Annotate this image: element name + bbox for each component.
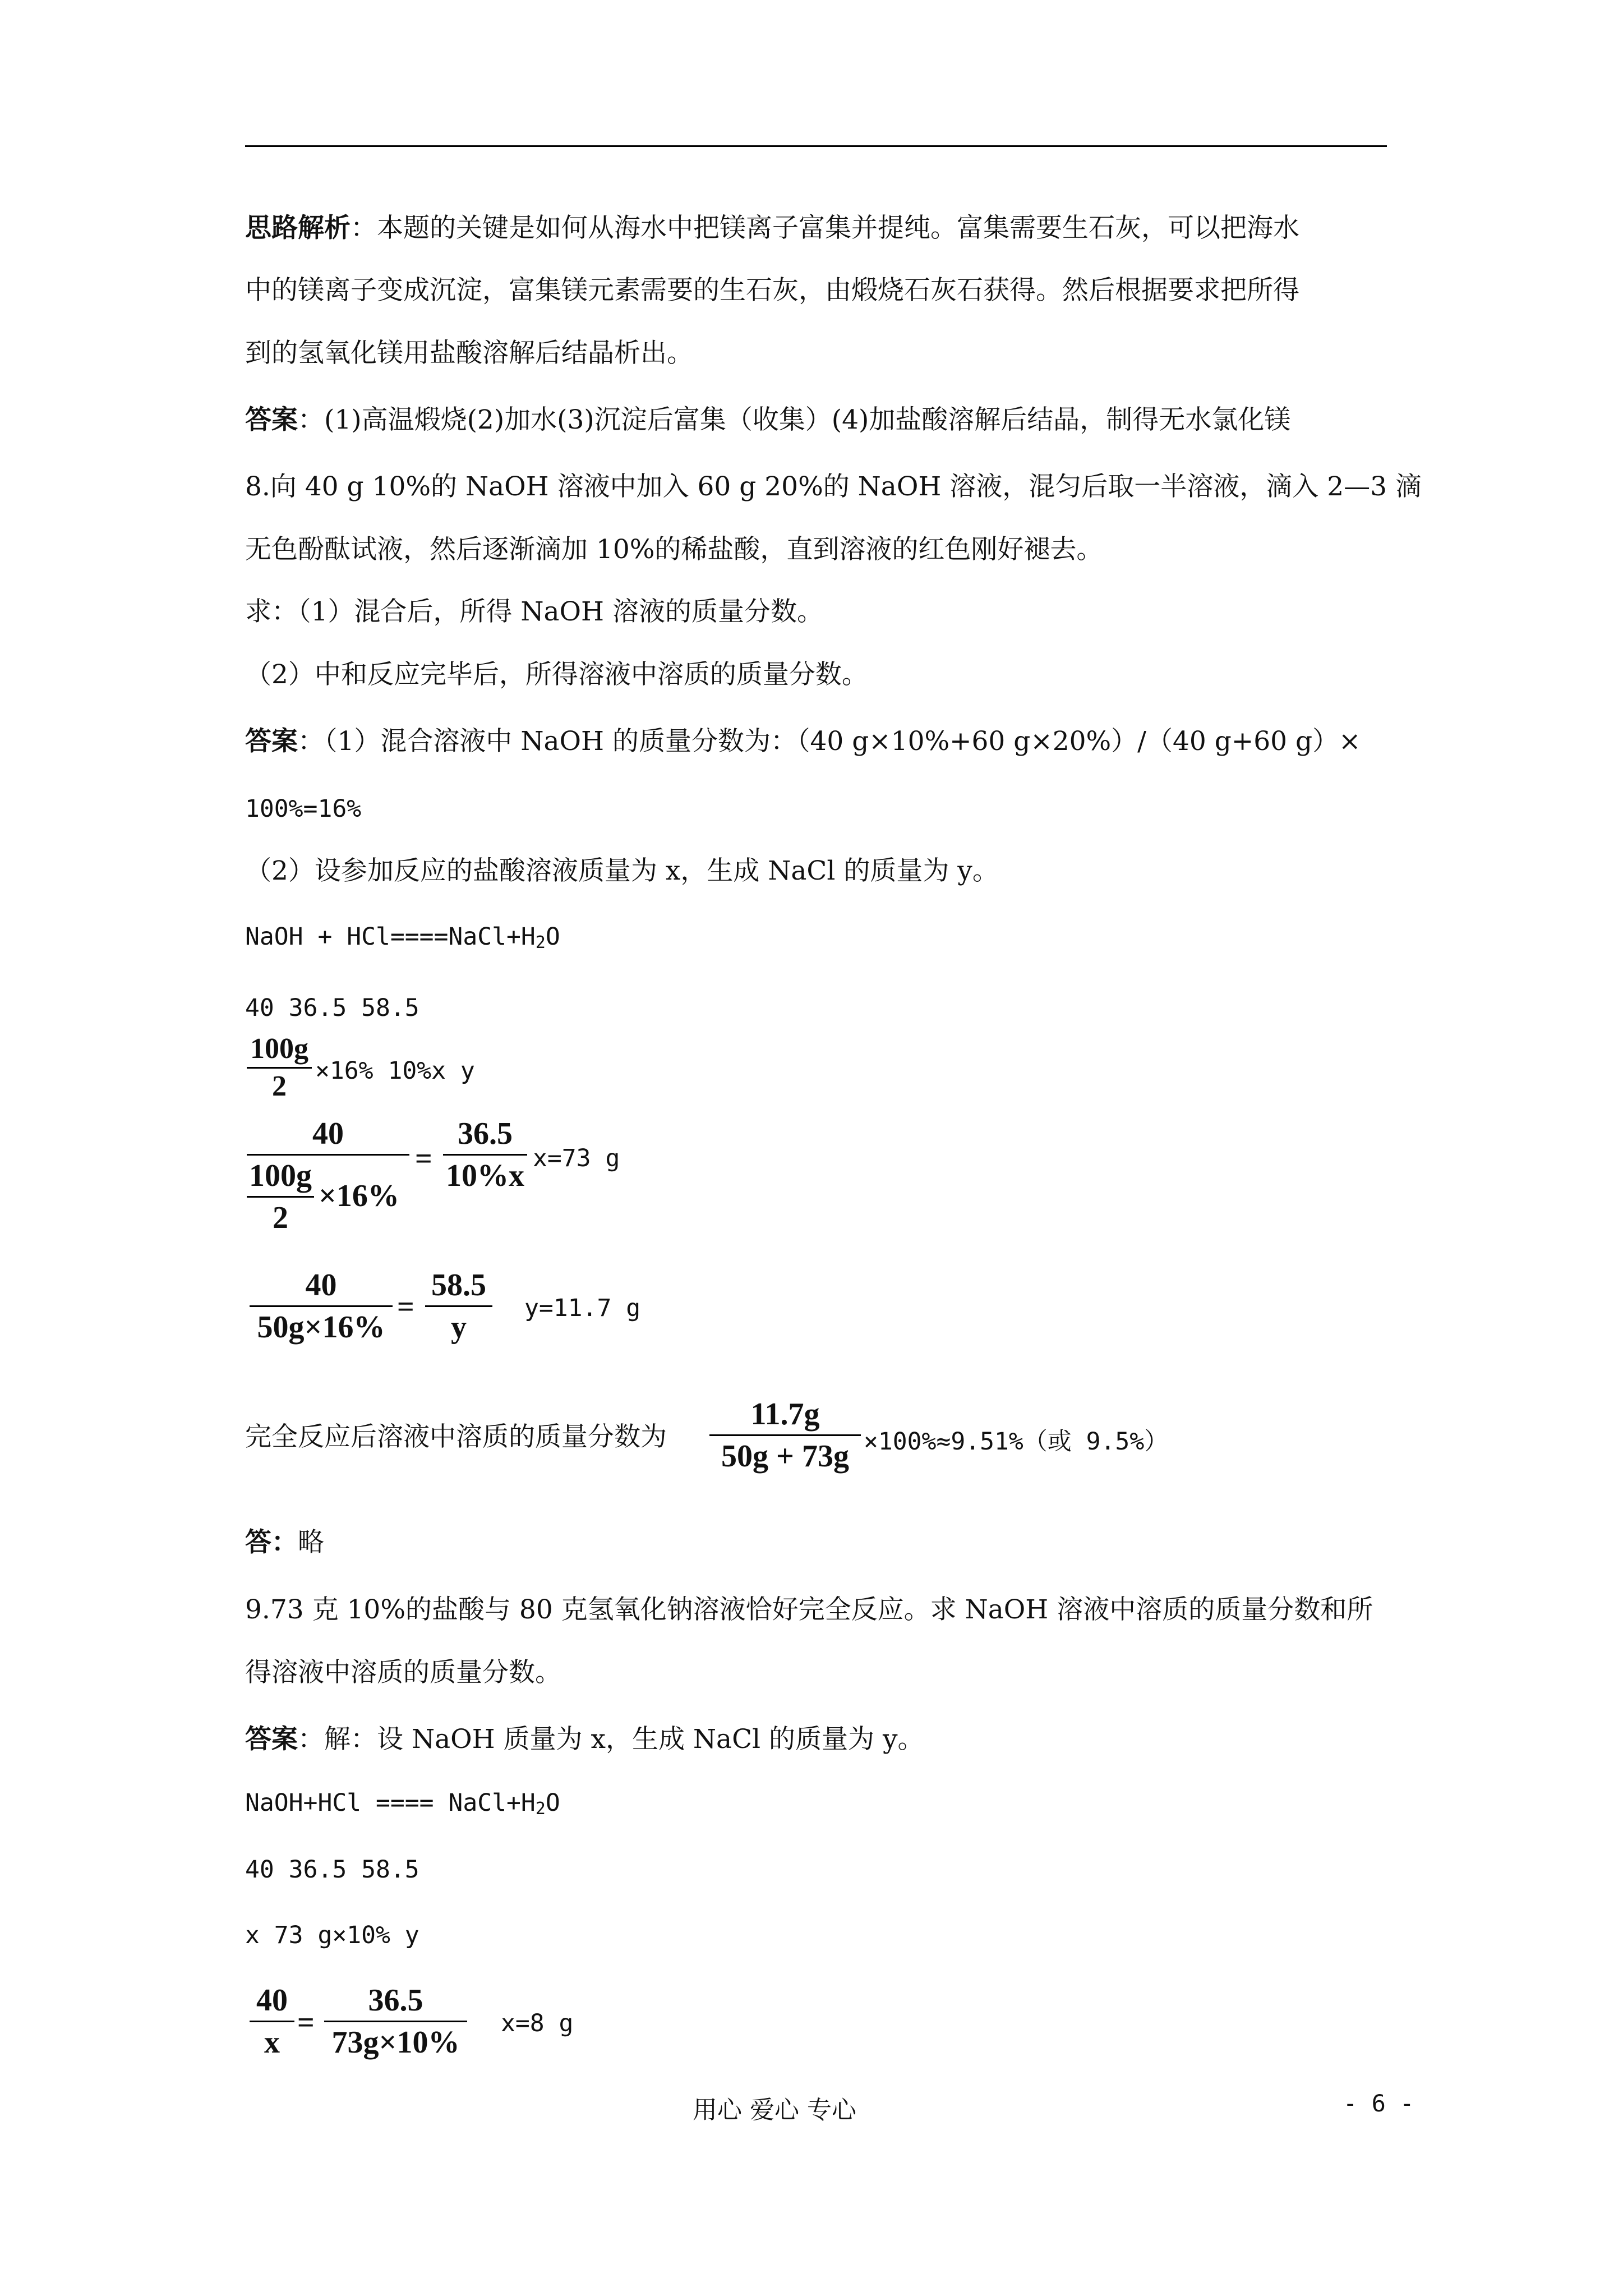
analysis-line-2: 中的镁离子变成沉淀，富集镁元素需要的生石灰，由煅烧石灰石获得。然后根据要求把所得 xyxy=(245,275,1299,306)
times-16-percent: ×16% xyxy=(319,1179,399,1213)
q9-equation-right: O xyxy=(545,1789,560,1817)
q8-equation-right: O xyxy=(545,923,560,951)
page-number: - 6 - xyxy=(1343,2090,1414,2117)
q8-ratio-row-rest: ×16% 10%x y xyxy=(315,1057,475,1085)
fraction-denominator: y xyxy=(451,1310,467,1345)
fraction-numerator: 36.5 xyxy=(368,1983,423,2018)
q8-equation-sub: 2 xyxy=(535,933,546,953)
q9-answer-text: ：解：设 NaOH 质量为 x，生成 NaCl 的质量为 y。 xyxy=(298,1724,924,1755)
q8-final-fraction xyxy=(709,1394,861,1476)
q8-equals-sign-2: = xyxy=(397,1290,414,1323)
q9-fraction-40-over-x xyxy=(250,1980,294,2063)
q8-equation xyxy=(245,919,560,961)
q8-fraction-40-over-50g xyxy=(250,1265,393,1347)
q9-line-1: 9.73 克 10%的盐酸与 80 克氢氧化钠溶液恰好完全反应。求 NaOH 溶液中溶质的质量分数和所 xyxy=(245,1594,1373,1625)
q8-equals-sign-1: = xyxy=(415,1142,432,1175)
q8-fraction-58-5-over-y xyxy=(425,1265,492,1347)
q8-equation-left: NaOH + HCl====NaCl+H xyxy=(245,923,536,951)
q8-final-rest: ×100%≈9.51%（或 9.5%） xyxy=(864,1428,1169,1456)
q9-line-2: 得溶液中溶质的质量分数。 xyxy=(245,1657,561,1688)
fraction-denominator xyxy=(247,1156,409,1240)
q8-final-text: 完全反应后溶液中溶质的质量分数为 xyxy=(245,1421,667,1452)
q9-equation-left: NaOH+HCl ==== NaCl+H xyxy=(245,1789,536,1817)
fraction-denominator: 50g×16% xyxy=(257,1310,385,1345)
inner-fraction xyxy=(247,1156,314,1238)
q8-mass-row: 40 36.5 58.5 xyxy=(245,994,419,1022)
q9-answer-label: 答案 xyxy=(245,1724,298,1755)
footer-motto: 用心 爱心 专心 xyxy=(693,2096,856,2124)
q8-fraction-40-over-expression xyxy=(247,1114,409,1240)
q9-x-result: x=8 g xyxy=(501,2009,574,2037)
q9-answer-line xyxy=(245,1722,924,1757)
fraction-numerator: 11.7g xyxy=(750,1397,820,1432)
q8-fraction-100g-over-2 xyxy=(247,1031,312,1105)
q8-answer-label: 答案 xyxy=(245,726,298,757)
q9-mass-row: 40 36.5 58.5 xyxy=(245,1856,419,1884)
fraction-numerator: 58.5 xyxy=(431,1268,486,1303)
q8-line-1: 8.向 40 g 10%的 NaOH 溶液中加入 60 g 20%的 NaOH 溶液，混匀后取一半溶液，滴入 2—3 滴 xyxy=(245,471,1422,502)
header-rule xyxy=(245,145,1387,147)
answer7-line xyxy=(245,402,1290,438)
q8-fraction-36-5-over-10x xyxy=(443,1114,527,1196)
q8-ask-2: （2）中和反应完毕后，所得溶液中溶质的质量分数。 xyxy=(245,659,868,690)
q8-answer-text-1: ：（1）混合溶液中 NaOH 的质量分数为：（40 g×10%+60 g×20%）/（40 g+60 g）× xyxy=(298,726,1361,757)
analysis-line-1 xyxy=(245,210,1299,246)
q9-fraction-36-5-over-73g xyxy=(324,1980,467,2063)
fraction-denominator: 50g + 73g xyxy=(721,1439,849,1474)
q8-ask-1: 求：（1）混合后，所得 NaOH 溶液的质量分数。 xyxy=(245,596,823,627)
q8-answer-end xyxy=(245,1525,324,1561)
answer7-text: ：(1)高温煅烧(2)加水(3)沉淀后富集（收集）(4)加盐酸溶解后结晶，制得无水氯化镁 xyxy=(298,404,1291,435)
q8-y-result: y=11.7 g xyxy=(524,1294,641,1322)
q8-line-2: 无色酚酞试液，然后逐渐滴加 10%的稀盐酸，直到溶液的红色刚好褪去。 xyxy=(245,534,1103,565)
analysis-label: 思路解析 xyxy=(245,213,351,243)
answer7-label: 答案 xyxy=(245,404,298,435)
fraction-denominator: 73g×10% xyxy=(331,2025,460,2060)
q9-equation-sub: 2 xyxy=(535,1799,546,1819)
fraction-denominator: x xyxy=(264,2025,280,2060)
fraction-denominator: 2 xyxy=(272,1070,287,1102)
q8-answer-line-2: 100%=16% xyxy=(245,795,362,823)
q8-x-result: x=73 g xyxy=(533,1144,620,1172)
q8-answer-end-text: 略 xyxy=(298,1527,324,1558)
fraction-numerator: 100g xyxy=(250,1033,308,1065)
q8-answer-line-3: （2）设参加反应的盐酸溶液质量为 x，生成 NaCl 的质量为 y。 xyxy=(245,855,999,886)
analysis-line-3: 到的氢氧化镁用盐酸溶解后结晶析出。 xyxy=(245,338,693,369)
q8-answer-line-1 xyxy=(245,724,1361,760)
analysis-text-1: ：本题的关键是如何从海水中把镁离子富集并提纯。富集需要生石灰，可以把海水 xyxy=(351,213,1299,243)
q9-equation xyxy=(245,1785,560,1827)
fraction-numerator: 36.5 xyxy=(458,1116,513,1151)
fraction-numerator: 40 xyxy=(312,1116,344,1151)
fraction-numerator: 40 xyxy=(305,1268,337,1303)
fraction-numerator: 40 xyxy=(256,1983,288,2018)
q8-answer-end-label: 答： xyxy=(245,1527,298,1558)
q9-var-row: x 73 g×10% y xyxy=(245,1921,419,1949)
q9-equals-sign: = xyxy=(297,2005,315,2039)
inner-fraction-denominator: 2 xyxy=(273,1200,288,1235)
inner-fraction-numerator: 100g xyxy=(249,1158,312,1193)
fraction-denominator: 10%x xyxy=(446,1158,524,1193)
